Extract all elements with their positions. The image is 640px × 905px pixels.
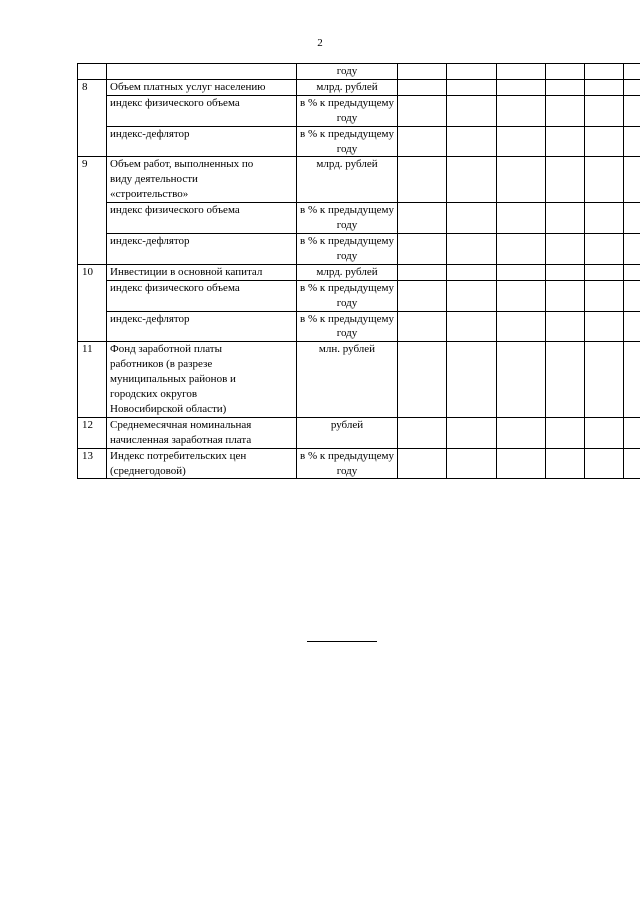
table-row <box>78 342 640 418</box>
unit: в % к предыдущему году <box>297 280 398 311</box>
value-cell <box>447 95 497 126</box>
value-cell <box>546 95 585 126</box>
value-cell <box>447 448 497 479</box>
value-cell <box>546 203 585 234</box>
value-cell <box>398 264 447 280</box>
value-cell <box>585 233 624 264</box>
indicator-name: Индекс потребительских цен (среднегодовой) <box>107 448 297 479</box>
value-cell <box>497 311 546 342</box>
value-cell <box>585 280 624 311</box>
table-row <box>78 64 640 80</box>
indicator-name: индекс физического объема <box>107 280 297 311</box>
value-cell <box>398 126 447 157</box>
unit: в % к предыдущему году <box>297 203 398 234</box>
table-row <box>78 95 640 126</box>
value-cell <box>497 203 546 234</box>
row-number: 9 <box>78 157 107 264</box>
value-cell <box>546 126 585 157</box>
value-cell <box>585 264 624 280</box>
value-cell <box>624 280 640 311</box>
value-cell <box>624 203 640 234</box>
indicator-name: индекс-дефлятор <box>107 126 297 157</box>
table-row <box>78 79 640 95</box>
value-cell <box>398 157 447 203</box>
row-number: 10 <box>78 264 107 342</box>
unit: в % к предыдущему году <box>297 95 398 126</box>
value-cell <box>624 417 640 448</box>
value-cell <box>398 311 447 342</box>
value-cell <box>398 233 447 264</box>
value-cell <box>624 95 640 126</box>
value-cell <box>398 417 447 448</box>
value-cell <box>624 64 640 80</box>
value-cell <box>624 264 640 280</box>
value-cell <box>497 233 546 264</box>
indicator-name: Инвестиции в основной капитал <box>107 264 297 280</box>
indicator-name <box>107 64 297 80</box>
value-cell <box>585 79 624 95</box>
value-cell <box>497 448 546 479</box>
indicator-name: индекс-дефлятор <box>107 311 297 342</box>
value-cell <box>624 342 640 418</box>
value-cell <box>497 342 546 418</box>
value-cell <box>624 311 640 342</box>
value-cell <box>585 203 624 234</box>
value-cell <box>546 64 585 80</box>
value-cell <box>624 79 640 95</box>
indicator-name: индекс физического объема <box>107 95 297 126</box>
value-cell <box>546 311 585 342</box>
table-row <box>78 264 640 280</box>
value-cell <box>585 417 624 448</box>
value-cell <box>624 448 640 479</box>
value-cell <box>546 79 585 95</box>
value-cell <box>497 79 546 95</box>
table-row <box>78 157 640 203</box>
value-cell <box>447 157 497 203</box>
value-cell <box>585 157 624 203</box>
unit: млрд. рублей <box>297 79 398 95</box>
value-cell <box>497 64 546 80</box>
row-number: 13 <box>78 448 107 479</box>
value-cell <box>398 203 447 234</box>
value-cell <box>546 448 585 479</box>
indicator-name: индекс-дефлятор <box>107 233 297 264</box>
value-cell <box>447 280 497 311</box>
value-cell <box>447 342 497 418</box>
unit: рублей <box>297 417 398 448</box>
value-cell <box>546 157 585 203</box>
value-cell <box>546 233 585 264</box>
row-number: 8 <box>78 79 107 157</box>
table-row <box>78 203 640 234</box>
value-cell <box>497 280 546 311</box>
unit: млрд. рублей <box>297 264 398 280</box>
value-cell <box>398 342 447 418</box>
table-row <box>78 311 640 342</box>
indicator-name: Объем работ, выполненных по виду деятельности «строительство» <box>107 157 297 203</box>
indicator-name: Среднемесячная номинальная начисленная заработная плата <box>107 417 297 448</box>
value-cell <box>398 79 447 95</box>
value-cell <box>546 417 585 448</box>
value-cell <box>546 342 585 418</box>
value-cell <box>546 280 585 311</box>
unit: млн. рублей <box>297 342 398 418</box>
value-cell <box>497 157 546 203</box>
row-number <box>78 64 107 80</box>
value-cell <box>497 95 546 126</box>
table-row <box>78 448 640 479</box>
indicator-name: Объем платных услуг населению <box>107 79 297 95</box>
value-cell <box>585 64 624 80</box>
end-divider <box>307 641 377 642</box>
row-number: 11 <box>78 342 107 418</box>
unit: в % к предыдущему году <box>297 448 398 479</box>
row-number: 12 <box>78 417 107 448</box>
value-cell <box>447 233 497 264</box>
value-cell <box>447 126 497 157</box>
unit: в % к предыдущему году <box>297 233 398 264</box>
value-cell <box>447 79 497 95</box>
value-cell <box>546 264 585 280</box>
value-cell <box>585 126 624 157</box>
indicator-name: индекс физического объема <box>107 203 297 234</box>
value-cell <box>447 203 497 234</box>
page-number: 2 <box>317 37 323 49</box>
value-cell <box>585 95 624 126</box>
value-cell <box>585 311 624 342</box>
value-cell <box>398 64 447 80</box>
table-row <box>78 417 640 448</box>
unit: млрд. рублей <box>297 157 398 203</box>
value-cell <box>447 64 497 80</box>
value-cell <box>398 95 447 126</box>
value-cell <box>624 126 640 157</box>
unit: в % к предыдущему году <box>297 311 398 342</box>
value-cell <box>497 126 546 157</box>
indicators-table <box>77 63 640 479</box>
value-cell <box>624 157 640 203</box>
value-cell <box>585 448 624 479</box>
value-cell <box>585 342 624 418</box>
value-cell <box>447 264 497 280</box>
value-cell <box>447 311 497 342</box>
value-cell <box>497 264 546 280</box>
table-row <box>78 233 640 264</box>
unit: в % к предыдущему году <box>297 126 398 157</box>
value-cell <box>624 233 640 264</box>
indicator-name: Фонд заработной платы работников (в разрезе муниципальных районов и городских округов Новосибирской области) <box>107 342 297 418</box>
table-row <box>78 126 640 157</box>
value-cell <box>398 448 447 479</box>
unit: году <box>297 64 398 80</box>
table-row <box>78 280 640 311</box>
value-cell <box>398 280 447 311</box>
value-cell <box>447 417 497 448</box>
value-cell <box>497 417 546 448</box>
